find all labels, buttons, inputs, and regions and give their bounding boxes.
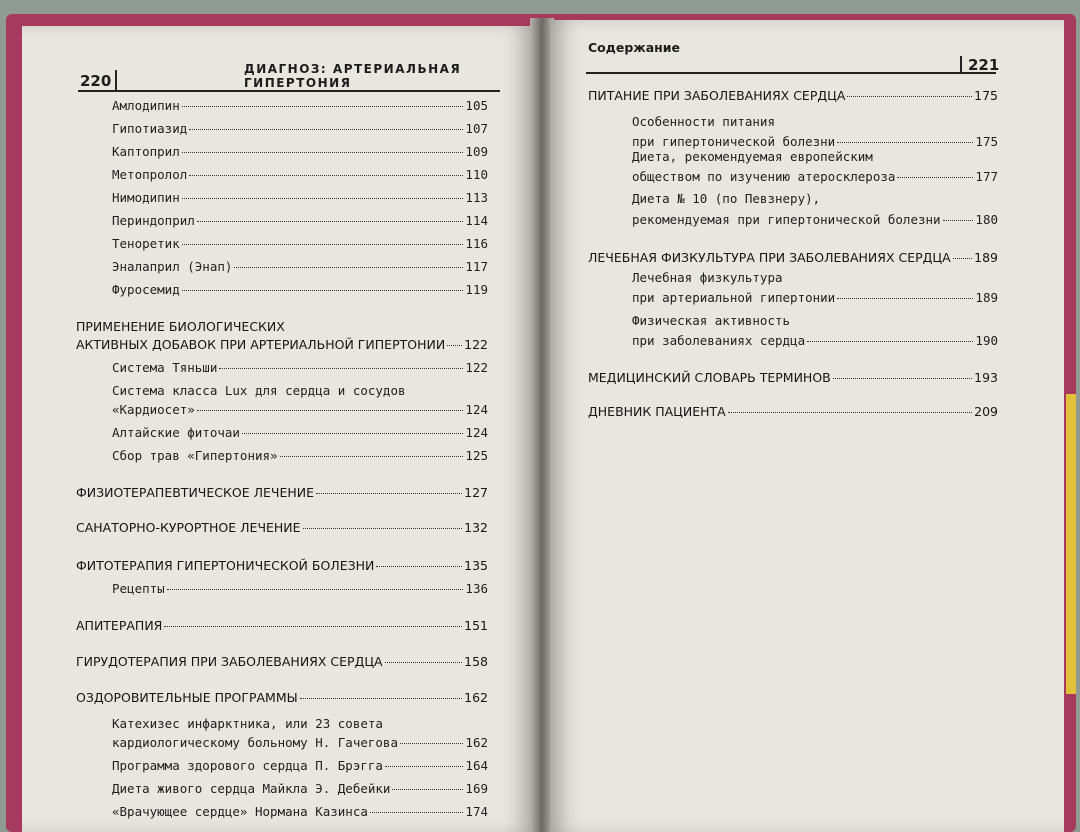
toc-entry[interactable]	[632, 290, 998, 305]
right-page-number: 221	[968, 56, 1000, 74]
toc-title: ГИРУДОТЕРАПИЯ ПРИ ЗАБОЛЕВАНИЯХ СЕРДЦА	[76, 654, 383, 669]
toc-page: 122	[464, 337, 488, 352]
toc-page: 122	[465, 360, 488, 375]
toc-title: Фуросемид	[112, 282, 180, 297]
toc-entry[interactable]	[112, 448, 488, 463]
toc-title: при артериальной гипертонии	[632, 290, 836, 305]
toc-title: Рецепты	[112, 581, 165, 596]
toc-entry[interactable]	[112, 735, 488, 750]
toc-page: 116	[465, 236, 488, 251]
toc-entry[interactable]	[112, 236, 488, 251]
toc-section-entry[interactable]	[588, 370, 998, 385]
toc-entry[interactable]	[632, 212, 998, 227]
toc-title: «Кардиосет»	[112, 402, 195, 417]
toc-entry[interactable]	[112, 190, 488, 205]
toc-entry[interactable]	[112, 360, 488, 375]
toc-page: 175	[975, 134, 998, 149]
toc-title: Амлодипин	[112, 98, 180, 113]
toc-page: 136	[465, 581, 488, 596]
toc-title: Периндоприл	[112, 213, 195, 228]
header-divider	[960, 56, 962, 74]
toc-title: ФИЗИОТЕРАПЕВТИЧЕСКОЕ ЛЕЧЕНИЕ	[76, 485, 314, 500]
toc-title: Эналаприл (Энап)	[112, 259, 233, 274]
toc-page: 162	[464, 690, 488, 705]
toc-entry-line: Диета № 10 (по Певзнеру),	[632, 191, 821, 206]
toc-page: 162	[465, 735, 488, 750]
toc-page: 117	[465, 259, 488, 274]
toc-entry[interactable]	[632, 169, 998, 184]
toc-entry[interactable]	[112, 98, 488, 113]
toc-page: 164	[465, 758, 488, 773]
toc-page: 124	[465, 402, 488, 417]
right-page	[550, 20, 1064, 832]
toc-title: ЛЕЧЕБНАЯ ФИЗКУЛЬТУРА ПРИ ЗАБОЛЕВАНИЯХ СЕРДЦА	[588, 250, 951, 265]
toc-title: «Врачующее сердце» Нормана Казинса	[112, 804, 368, 819]
toc-section-entry[interactable]	[76, 558, 488, 573]
toc-page: 151	[464, 618, 488, 633]
toc-page: 113	[465, 190, 488, 205]
toc-title: АПИТЕРАПИЯ	[76, 618, 163, 633]
toc-section-entry[interactable]	[76, 618, 488, 633]
toc-page: 109	[465, 144, 488, 159]
toc-page: 180	[975, 212, 998, 227]
toc-title: Каптоприл	[112, 144, 180, 159]
toc-title: при гипертонической болезни	[632, 134, 836, 149]
toc-entry-line: Катехизес инфарктника, или 23 совета	[112, 716, 383, 731]
toc-entry[interactable]	[112, 282, 488, 297]
header-divider	[115, 70, 117, 90]
toc-entry-line: Диета, рекомендуемая европейским	[632, 149, 873, 164]
toc-entry[interactable]	[632, 333, 998, 348]
toc-page: 175	[974, 88, 998, 103]
toc-section-line: ПРИМЕНЕНИЕ БИОЛОГИЧЕСКИХ	[76, 319, 285, 334]
toc-entry[interactable]	[112, 804, 488, 819]
toc-entry[interactable]	[112, 758, 488, 773]
toc-section-entry[interactable]	[76, 690, 488, 705]
toc-title: при заболеваниях сердца	[632, 333, 806, 348]
toc-title: ОЗДОРОВИТЕЛЬНЫЕ ПРОГРАММЫ	[76, 690, 298, 705]
toc-title: Сбор трав «Гипертония»	[112, 448, 278, 463]
toc-section-entry[interactable]	[588, 250, 998, 265]
toc-title: обществом по изучению атеросклероза	[632, 169, 896, 184]
toc-section-entry[interactable]	[588, 404, 998, 419]
toc-title: Нимодипин	[112, 190, 180, 205]
toc-page: 189	[974, 250, 998, 265]
toc-entry[interactable]	[112, 781, 488, 796]
left-page	[22, 26, 534, 832]
toc-section-entry[interactable]	[76, 520, 488, 535]
cover-edge	[1066, 394, 1076, 694]
header-rule	[586, 72, 996, 74]
toc-entry[interactable]	[112, 213, 488, 228]
toc-entry[interactable]	[112, 581, 488, 596]
toc-section-entry[interactable]	[76, 337, 488, 352]
toc-entry-line: Система класса Lux для сердца и сосудов	[112, 383, 406, 398]
toc-page: 135	[464, 558, 488, 573]
toc-title: Диета живого сердца Майкла Э. Дебейки	[112, 781, 391, 796]
left-page-number: 220	[80, 72, 112, 90]
toc-title: Метопролол	[112, 167, 188, 182]
toc-page: 193	[974, 370, 998, 385]
toc-page: 174	[465, 804, 488, 819]
toc-entry[interactable]	[112, 402, 488, 417]
toc-page: 177	[975, 169, 998, 184]
toc-title: Теноретик	[112, 236, 180, 251]
header-rule	[78, 90, 500, 92]
toc-page: 132	[464, 520, 488, 535]
toc-page: 189	[975, 290, 998, 305]
toc-title: Алтайские фиточаи	[112, 425, 240, 440]
toc-title: рекомендуемая при гипертонической болезни	[632, 212, 941, 227]
toc-entry[interactable]	[112, 121, 488, 136]
toc-page: 119	[465, 282, 488, 297]
toc-title: кардиологическому больному Н. Гачегова	[112, 735, 398, 750]
toc-entry[interactable]	[112, 167, 488, 182]
toc-entry[interactable]	[112, 144, 488, 159]
toc-title: МЕДИЦИНСКИЙ СЛОВАРЬ ТЕРМИНОВ	[588, 370, 831, 385]
toc-page: 107	[465, 121, 488, 136]
right-running-title: Содержание	[588, 40, 681, 55]
toc-page: 127	[464, 485, 488, 500]
toc-entry[interactable]	[632, 134, 998, 149]
toc-entry[interactable]	[112, 259, 488, 274]
toc-page: 124	[465, 425, 488, 440]
toc-entry-line: Особенности питания	[632, 114, 775, 129]
toc-title: САНАТОРНО-КУРОРТНОЕ ЛЕЧЕНИЕ	[76, 520, 301, 535]
toc-page: 125	[465, 448, 488, 463]
toc-page: 105	[465, 98, 488, 113]
toc-entry[interactable]	[112, 425, 488, 440]
toc-title: ФИТОТЕРАПИЯ ГИПЕРТОНИЧЕСКОЙ БОЛЕЗНИ	[76, 558, 375, 573]
toc-entry-line: Физическая активность	[632, 313, 791, 328]
toc-page: 190	[975, 333, 998, 348]
toc-title: Программа здорового сердца П. Брэгга	[112, 758, 383, 773]
toc-title: АКТИВНЫХ ДОБАВОК ПРИ АРТЕРИАЛЬНОЙ ГИПЕРТОНИИ	[76, 337, 446, 352]
toc-page: 110	[465, 167, 488, 182]
toc-page: 114	[465, 213, 488, 228]
toc-page: 209	[974, 404, 998, 419]
toc-entry-line: Лечебная физкультура	[632, 270, 783, 285]
left-running-title: ДИАГНОЗ: АРТЕРИАЛЬНАЯ ГИПЕРТОНИЯ	[244, 62, 462, 90]
toc-title: ПИТАНИЕ ПРИ ЗАБОЛЕВАНИЯХ СЕРДЦА	[588, 88, 846, 103]
toc-title: Система Тяньши	[112, 360, 218, 375]
toc-page: 169	[465, 781, 488, 796]
toc-title: Гипотиазид	[112, 121, 188, 136]
toc-section-entry[interactable]	[76, 485, 488, 500]
toc-section-entry[interactable]	[76, 654, 488, 669]
toc-page: 158	[464, 654, 488, 669]
toc-title: ДНЕВНИК ПАЦИЕНТА	[588, 404, 726, 419]
toc-section-entry[interactable]	[588, 88, 998, 103]
